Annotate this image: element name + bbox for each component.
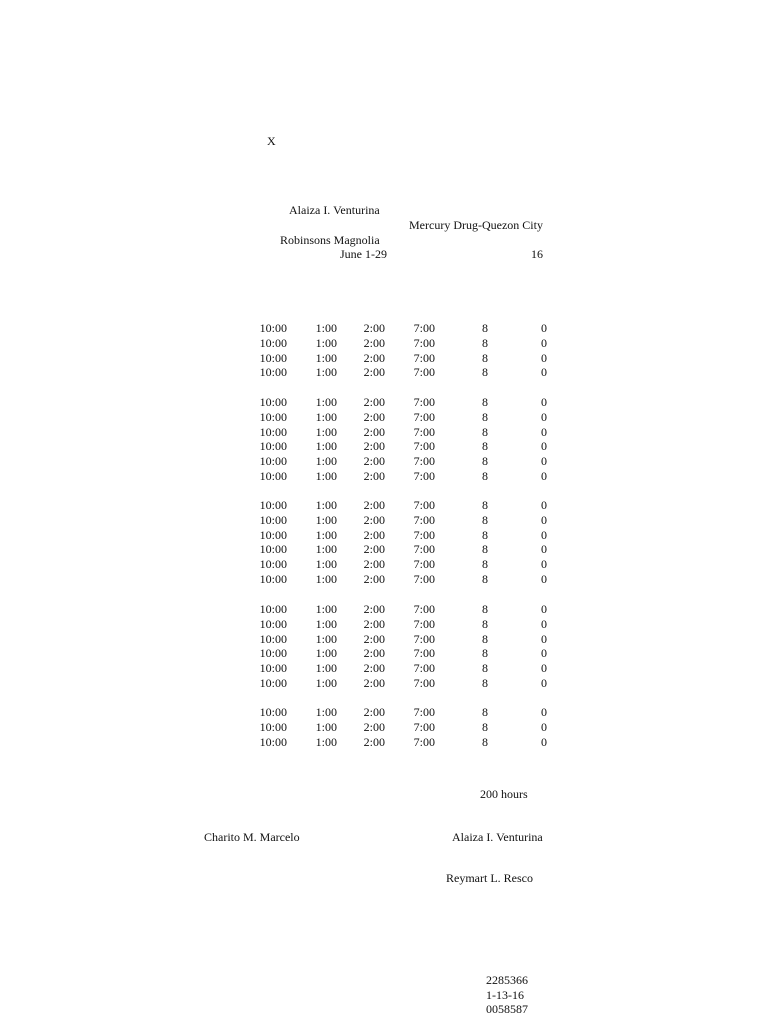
reference-code: 0058587 [486,1002,528,1016]
timesheet-cell: 10:00 [259,646,287,661]
timesheet-cell: 0 [541,734,547,749]
timesheet-cell: 10:00 [259,676,287,690]
reference-code: 2285366 [486,973,528,987]
employee-name: Alaiza I. Venturina [289,203,380,217]
timesheet-cell: 10:00 [259,734,287,749]
timesheet-cell: 10:00 [259,512,287,527]
timesheet-row [0,395,768,409]
timesheet-cell: 7:00 [413,734,435,749]
timesheet-cell: 7:00 [413,646,435,661]
timesheet-row [0,661,768,675]
timesheet-cell: 0 [541,365,547,380]
timesheet-cell: 0 [541,661,547,676]
timesheet-cell: 10:00 [259,616,287,631]
timesheet-cell: 2:00 [363,616,385,631]
timesheet-cell: 0 [541,439,547,454]
timesheet-cell: 1:00 [315,424,337,439]
timesheet-cell: 2:00 [363,631,385,646]
timesheet-cell: 8 [482,409,488,424]
timesheet-cell: 1:00 [315,661,337,676]
timesheet-cell: 1:00 [315,469,337,483]
timesheet-cell: 1:00 [315,602,337,616]
timesheet-cell: 0 [541,616,547,631]
signatory-bottom: Reymart L. Resco [446,871,533,885]
timesheet-cell: 1:00 [315,646,337,661]
timesheet-cell: 2:00 [363,646,385,661]
timesheet-cell: 8 [482,469,488,483]
timesheet-cell: 7:00 [413,335,435,350]
timesheet-cell: 2:00 [363,734,385,749]
timesheet-cell: 8 [482,572,488,586]
timesheet-cell: 7:00 [413,557,435,572]
timesheet-cell: 0 [541,321,547,335]
timesheet-cell: 2:00 [363,439,385,454]
timesheet-cell: 2:00 [363,409,385,424]
timesheet-row [0,676,768,690]
timesheet-row [0,410,768,424]
timesheet-row [0,632,768,646]
timesheet-cell: 7:00 [413,719,435,734]
timesheet-cell: 8 [482,321,488,335]
timesheet-cell: 10:00 [259,350,287,365]
timesheet-cell: 1:00 [315,498,337,512]
timesheet-row [0,439,768,453]
timesheet-cell: 2:00 [363,365,385,380]
timesheet-cell: 0 [541,705,547,719]
timesheet-cell: 1:00 [315,439,337,454]
timesheet-cell: 8 [482,498,488,512]
timesheet-cell: 1:00 [315,705,337,719]
timesheet-cell: 7:00 [413,542,435,557]
timesheet-cell: 8 [482,705,488,719]
timesheet-cell: 7:00 [413,409,435,424]
timesheet-cell: 0 [541,424,547,439]
timesheet-cell: 10:00 [259,439,287,454]
timesheet-cell: 2:00 [363,321,385,335]
timesheet-cell: 10:00 [259,498,287,512]
timesheet-cell: 7:00 [413,631,435,646]
timesheet-cell: 2:00 [363,572,385,586]
mark-x: X [267,134,276,148]
timesheet-cell: 7:00 [413,439,435,454]
timesheet-cell: 0 [541,335,547,350]
timesheet-row [0,617,768,631]
timesheet-cell: 10:00 [259,424,287,439]
timesheet-row [0,469,768,483]
timesheet-cell: 10:00 [259,705,287,719]
reference-code: 1-13-16 [486,987,524,1002]
timesheet-cell: 7:00 [413,602,435,616]
timesheet-cell: 7:00 [413,454,435,469]
timesheet-cell: 7:00 [413,498,435,512]
timesheet-cell: 8 [482,646,488,661]
timesheet-cell: 8 [482,395,488,409]
timesheet-cell: 1:00 [315,527,337,542]
timesheet-cell: 7:00 [413,616,435,631]
period: June 1-29 [340,247,387,261]
timesheet-cell: 7:00 [413,661,435,676]
timesheet-cell: 2:00 [363,335,385,350]
timesheet-cell: 10:00 [259,557,287,572]
timesheet-cell: 7:00 [413,350,435,365]
timesheet-cell: 2:00 [363,350,385,365]
timesheet-row [0,351,768,365]
timesheet-cell: 10:00 [259,527,287,542]
timesheet-cell: 1:00 [315,454,337,469]
timesheet-cell: 1:00 [315,676,337,690]
timesheet-cell: 8 [482,350,488,365]
timesheet-cell: 2:00 [363,676,385,690]
timesheet-cell: 8 [482,557,488,572]
timesheet-row [0,705,768,719]
days-count: 16 [531,247,543,261]
timesheet-cell: 0 [541,646,547,661]
timesheet-cell: 10:00 [259,409,287,424]
timesheet-cell: 1:00 [315,719,337,734]
timesheet-cell: 8 [482,335,488,350]
timesheet-row [0,365,768,379]
timesheet-cell: 10:00 [259,454,287,469]
timesheet-cell: 2:00 [363,719,385,734]
timesheet-cell: 8 [482,542,488,557]
timesheet-cell: 1:00 [315,616,337,631]
timesheet-cell: 0 [541,527,547,542]
timesheet-cell: 10:00 [259,602,287,616]
timesheet-cell: 1:00 [315,395,337,409]
timesheet-cell: 8 [482,602,488,616]
timesheet-cell: 2:00 [363,602,385,616]
timesheet-row [0,557,768,571]
branch-name: Robinsons Magnolia [280,233,380,247]
timesheet-cell: 1:00 [315,365,337,380]
timesheet-cell: 8 [482,616,488,631]
signatory-left: Charito M. Marcelo [204,830,300,844]
timesheet-cell: 1:00 [315,734,337,749]
timesheet-cell: 8 [482,676,488,690]
timesheet-row [0,454,768,468]
timesheet-row [0,513,768,527]
timesheet-cell: 0 [541,719,547,734]
timesheet-cell: 2:00 [363,542,385,557]
timesheet-cell: 1:00 [315,512,337,527]
timesheet-row [0,498,768,512]
timesheet-cell: 1:00 [315,542,337,557]
timesheet-cell: 7:00 [413,424,435,439]
timesheet-cell: 8 [482,719,488,734]
timesheet-cell: 2:00 [363,395,385,409]
timesheet-cell: 10:00 [259,321,287,335]
timesheet-cell: 8 [482,365,488,380]
timesheet-cell: 2:00 [363,527,385,542]
outlet-name: Mercury Drug-Quezon City [409,218,543,232]
timesheet-cell: 7:00 [413,321,435,335]
timesheet-cell: 0 [541,557,547,572]
timesheet-row [0,720,768,734]
timesheet-row [0,602,768,616]
timesheet-cell: 0 [541,676,547,690]
timesheet-cell: 0 [541,542,547,557]
timesheet-cell: 8 [482,512,488,527]
timesheet-cell: 8 [482,527,488,542]
timesheet-cell: 8 [482,424,488,439]
timesheet-cell: 0 [541,602,547,616]
timesheet-cell: 10:00 [259,572,287,586]
total-hours: 200 hours [480,787,528,801]
timesheet-cell: 2:00 [363,498,385,512]
signatory-right: Alaiza I. Venturina [452,830,543,844]
timesheet-cell: 1:00 [315,409,337,424]
timesheet-cell: 1:00 [315,335,337,350]
timesheet-cell: 10:00 [259,395,287,409]
timesheet-cell: 2:00 [363,454,385,469]
timesheet-cell: 8 [482,631,488,646]
timesheet-cell: 7:00 [413,676,435,690]
timesheet-cell: 7:00 [413,365,435,380]
timesheet-cell: 8 [482,454,488,469]
timesheet-cell: 10:00 [259,631,287,646]
timesheet-cell: 10:00 [259,719,287,734]
timesheet-row [0,336,768,350]
timesheet-cell: 0 [541,454,547,469]
timesheet-cell: 8 [482,439,488,454]
timesheet-cell: 7:00 [413,527,435,542]
timesheet-cell: 7:00 [413,705,435,719]
timesheet-cell: 2:00 [363,512,385,527]
timesheet-cell: 0 [541,350,547,365]
timesheet-cell: 0 [541,572,547,586]
timesheet-row [0,542,768,556]
timesheet-cell: 10:00 [259,542,287,557]
reference-codes [486,973,528,1017]
timesheet-row [0,572,768,586]
timesheet-cell: 2:00 [363,469,385,483]
timesheet-cell: 7:00 [413,572,435,586]
timesheet-cell: 0 [541,512,547,527]
timesheet-row [0,321,768,335]
timesheet-cell: 1:00 [315,572,337,586]
timesheet-cell: 8 [482,734,488,749]
timesheet-cell: 2:00 [363,705,385,719]
timesheet-cell: 1:00 [315,321,337,335]
timesheet-row [0,735,768,749]
timesheet-cell: 10:00 [259,335,287,350]
timesheet-row [0,646,768,660]
timesheet-cell: 10:00 [259,469,287,483]
timesheet-cell: 0 [541,395,547,409]
timesheet-cell: 0 [541,498,547,512]
timesheet-cell: 1:00 [315,557,337,572]
timesheet-cell: 1:00 [315,350,337,365]
timesheet-cell: 10:00 [259,661,287,676]
timesheet-cell: 7:00 [413,469,435,483]
timesheet-cell: 1:00 [315,631,337,646]
timesheet-cell: 0 [541,409,547,424]
timesheet-cell: 8 [482,661,488,676]
timesheet-row [0,528,768,542]
timesheet-row [0,425,768,439]
timesheet-cell: 7:00 [413,395,435,409]
timesheet-cell: 7:00 [413,512,435,527]
timesheet-cell: 10:00 [259,365,287,380]
timesheet-cell: 2:00 [363,661,385,676]
timesheet-cell: 2:00 [363,424,385,439]
timesheet-cell: 2:00 [363,557,385,572]
timesheet-cell: 0 [541,631,547,646]
timesheet-cell: 0 [541,469,547,483]
